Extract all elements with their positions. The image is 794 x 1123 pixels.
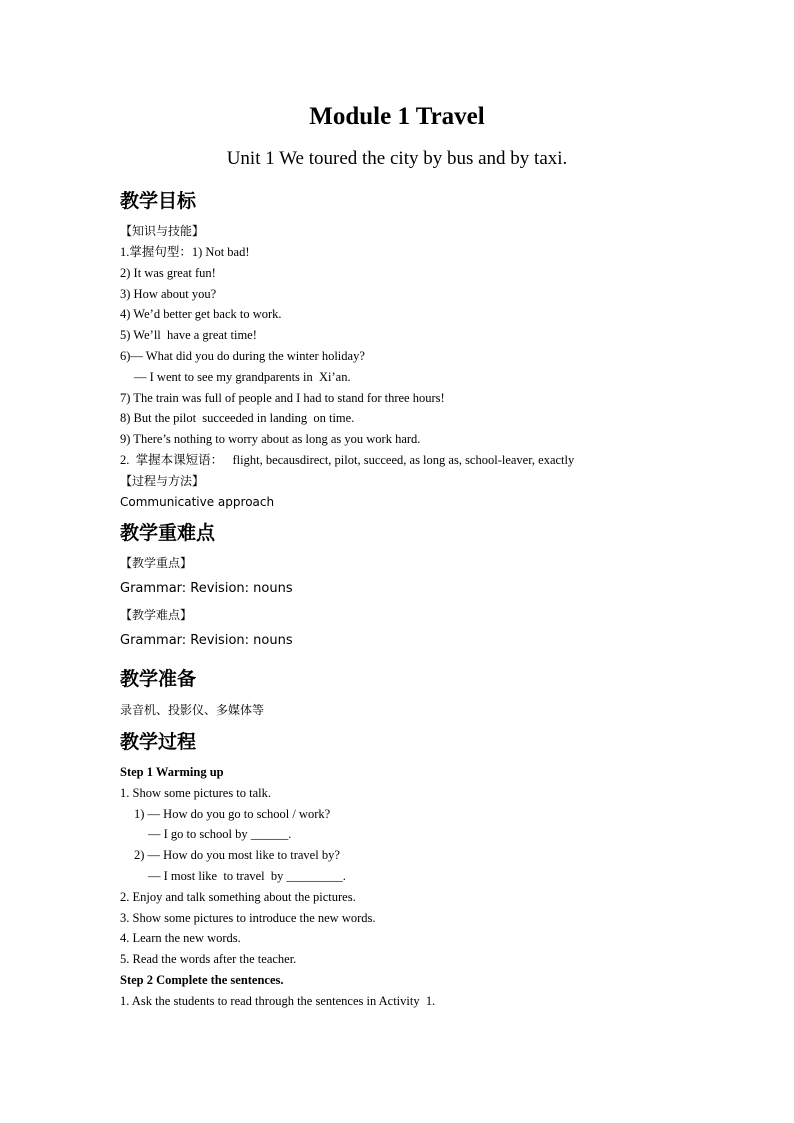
goal-line: 2. 掌握本课短语： flight, becausdirect, pilot, succeed, as long as, school-leaver, exactly xyxy=(120,453,575,467)
goal-line: 9) There’s nothing to worry about as long as you work hard. xyxy=(120,432,421,446)
step-line: 2) — How do you most like to travel by? xyxy=(134,848,340,862)
goal-line: 1.掌握句型：1) Not bad! xyxy=(120,245,250,259)
goal-line: 6)— What did you do during the winter holiday? xyxy=(120,349,365,363)
key-points-heading: 教学重难点 xyxy=(120,522,216,544)
difficulty-text: Grammar: Revision: nouns xyxy=(120,633,293,648)
step-line: 2. Enjoy and talk something about the pictures. xyxy=(120,890,356,904)
prep-heading: 教学准备 xyxy=(120,668,197,690)
knowledge-label: 【知识与技能】 xyxy=(120,224,205,238)
prep-text: 录音机、投影仪、多媒体等 xyxy=(120,703,265,717)
goal-line: 2) It was great fun! xyxy=(120,266,216,280)
step-line: 1) — How do you go to school / work? xyxy=(134,807,331,821)
focus-label: 【教学重点】 xyxy=(120,556,193,570)
process-text: Communicative approach xyxy=(120,495,275,509)
step-line: 4. Learn the new words. xyxy=(120,931,241,945)
step-line: — I go to school by ______. xyxy=(148,827,292,841)
process-label: 【过程与方法】 xyxy=(120,474,205,488)
process-heading: 教学过程 xyxy=(120,731,197,753)
goal-line: 3) How about you? xyxy=(120,287,217,301)
step-line: 5. Read the words after the teacher. xyxy=(120,952,297,966)
step-line: — I most like to travel by _________. xyxy=(148,869,346,883)
goals-heading: 教学目标 xyxy=(120,190,197,212)
goal-line: 4) We’d better get back to work. xyxy=(120,307,282,321)
document-subtitle: Unit 1 We toured the city by bus and by taxi. xyxy=(226,148,568,169)
goal-line: 7) The train was full of people and I had to stand for three hours! xyxy=(120,391,445,405)
step2-title: Step 2 Complete the sentences. xyxy=(120,973,284,987)
document-title: Module 1 Travel xyxy=(309,103,485,130)
goal-line: — I went to see my grandparents in Xi’an. xyxy=(134,370,351,384)
step-line: 1. Show some pictures to talk. xyxy=(120,786,272,800)
step-line: 1. Ask the students to read through the sentences in Activity 1. xyxy=(120,994,436,1008)
difficulty-label: 【教学难点】 xyxy=(120,608,193,622)
goal-line: 5) We’ll have a great time! xyxy=(120,328,257,342)
step1-title: Step 1 Warming up xyxy=(120,765,224,779)
goal-line: 8) But the pilot succeeded in landing on time. xyxy=(120,411,355,425)
focus-text: Grammar: Revision: nouns xyxy=(120,581,293,596)
step-line: 3. Show some pictures to introduce the new words. xyxy=(120,911,376,925)
